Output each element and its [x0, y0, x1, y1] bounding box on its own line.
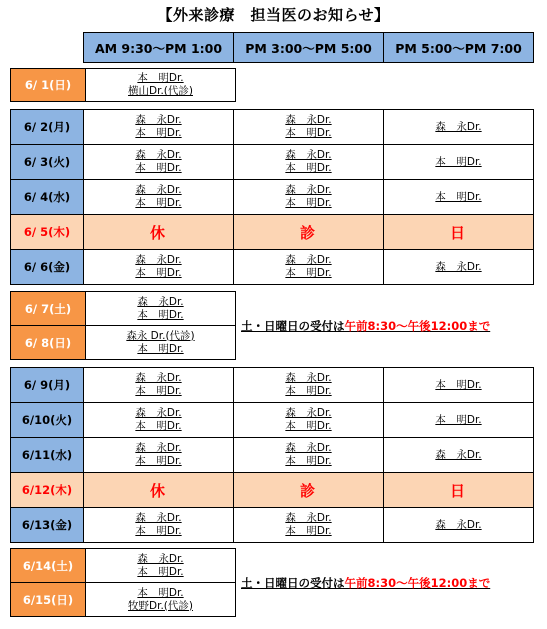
note-hours: 午前8:30〜午後12:00まで: [344, 576, 491, 590]
doctor-name: 本 明Dr.: [135, 525, 182, 537]
doctor-name: 森 永Dr.: [285, 149, 332, 161]
doctor-cell-pm2: [384, 438, 534, 473]
doctor-name: 森 永Dr.: [137, 552, 184, 565]
doctor-name: 本 明Dr.: [135, 267, 182, 279]
doctor-name: 森 永Dr.: [135, 254, 182, 266]
date-cell: 6/14(土): [11, 549, 86, 583]
note-text: 土・日曜日の受付は: [241, 576, 345, 590]
doctor-name: 本 明Dr.: [285, 525, 332, 537]
doctor-name: 本 明Dr.: [435, 413, 482, 426]
doctor-cell-am: [84, 403, 234, 438]
date-cell-holiday: 6/12(木): [11, 473, 84, 508]
doctor-name: 森 永Dr.: [435, 120, 482, 133]
doctor-cell-pm2: [384, 368, 534, 403]
doctor-cell-am: [84, 368, 234, 403]
doctor-name: 本 明Dr.: [137, 342, 184, 355]
doctor-name: 森 永Dr.: [135, 442, 182, 454]
page-title: 【外来診療 担当医のお知らせ】: [157, 6, 390, 24]
doctor-cell-pm1: [234, 438, 384, 473]
date-cell: 6/ 1(日): [11, 69, 86, 102]
doctor-name: 本 明Dr.: [285, 420, 332, 432]
doctor-name: 森 永Dr.: [435, 260, 482, 273]
date-cell: 6/ 8(日): [11, 326, 86, 360]
doctor-cell-pm1: [234, 250, 384, 285]
doctor-name: 本 明Dr.: [137, 586, 184, 599]
header-pm2: PM 5:00〜PM 7:00: [384, 33, 534, 63]
doctor-cell-pm2: [384, 180, 534, 215]
doctor-name: 本 明Dr.: [135, 197, 182, 209]
doctor-cell-pm1: [234, 180, 384, 215]
doctor-cell-am: [84, 145, 234, 180]
doctor-name: 森 永Dr.: [435, 518, 482, 531]
date-cell: 6/ 7(土): [11, 292, 86, 326]
doctor-name: 牧野Dr.(代診): [128, 599, 193, 612]
holiday-char: 日: [384, 215, 534, 250]
doctor-cell-am: [84, 250, 234, 285]
schedule-block-1: [10, 68, 236, 102]
doctor-name: 本 明Dr.: [285, 385, 332, 397]
doctor-cell: [86, 326, 236, 360]
date-cell: 6/ 6(金): [11, 250, 84, 285]
doctor-cell-pm1: [234, 403, 384, 438]
doctor-name: 森 永Dr.: [135, 184, 182, 196]
doctor-cell: [86, 549, 236, 583]
doctor-cell-pm2: [384, 110, 534, 145]
doctor-name: 本 明Dr.: [135, 385, 182, 397]
doctor-name: 森 永Dr.: [285, 442, 332, 454]
date-cell: 6/11(水): [11, 438, 84, 473]
header-am: AM 9:30〜PM 1:00: [84, 33, 234, 63]
doctor-name: 森 永Dr.: [285, 184, 332, 196]
doctor-name: 森永 Dr.(代診): [126, 329, 195, 342]
doctor-name: 本 明Dr.: [135, 127, 182, 139]
doctor-cell-pm1: [234, 145, 384, 180]
doctor-name: 森 永Dr.: [285, 372, 332, 384]
date-cell: 6/ 9(月): [11, 368, 84, 403]
doctor-cell-pm1: [234, 110, 384, 145]
date-cell: 6/15(日): [11, 583, 86, 617]
doctor-name: 本 明Dr.: [137, 308, 184, 321]
doctor-cell-am: [84, 180, 234, 215]
weekend-reception-note: [241, 575, 490, 591]
schedule-block-2: [10, 109, 534, 285]
doctor-cell: [86, 292, 236, 326]
note-text: 土・日曜日の受付は: [241, 319, 345, 333]
doctor-cell-pm2: [384, 403, 534, 438]
doctor-name: 本 明Dr.: [435, 155, 482, 168]
doctor-cell-pm2: [384, 508, 534, 543]
header-pm1: PM 3:00〜PM 5:00: [234, 33, 384, 63]
doctor-name: 本 明Dr.: [285, 127, 332, 139]
schedule-block-5: [10, 548, 236, 617]
schedule-header: [83, 32, 534, 63]
doctor-name: 横山Dr.(代診): [128, 85, 193, 97]
doctor-cell-pm2: [384, 145, 534, 180]
doctor-cell: [86, 583, 236, 617]
weekend-reception-note: [241, 318, 490, 334]
date-cell: 6/ 4(水): [11, 180, 84, 215]
doctor-cell-am: [84, 438, 234, 473]
date-cell: 6/13(金): [11, 508, 84, 543]
doctor-name: 森 永Dr.: [285, 254, 332, 266]
doctor-cell-pm1: [234, 508, 384, 543]
doctor-name: 森 永Dr.: [135, 512, 182, 524]
doctor-name: 本 明Dr.: [285, 267, 332, 279]
doctor-cell-pm1: [234, 368, 384, 403]
schedule-block-4: [10, 367, 534, 543]
doctor-name: 森 永Dr.: [285, 114, 332, 126]
doctor-name: 本 明Dr.: [137, 565, 184, 578]
doctor-name: 森 永Dr.: [285, 407, 332, 419]
date-cell-holiday: 6/ 5(木): [11, 215, 84, 250]
date-cell: 6/10(火): [11, 403, 84, 438]
date-cell: 6/ 3(火): [11, 145, 84, 180]
doctor-name: 森 永Dr.: [135, 114, 182, 126]
doctor-name: 本 明Dr.: [435, 378, 482, 391]
doctor-name: 本 明Dr.: [135, 162, 182, 174]
doctor-cell-pm2: [384, 250, 534, 285]
holiday-char: 休: [84, 215, 234, 250]
doctor-name: 本 明Dr.: [285, 455, 332, 467]
doctor-name: 本 明Dr.: [435, 190, 482, 203]
doctor-name: 本 明Dr.: [137, 72, 184, 84]
doctor-name: 森 永Dr.: [285, 512, 332, 524]
doctor-cell-am: [84, 110, 234, 145]
note-hours: 午前8:30〜午後12:00まで: [344, 319, 491, 333]
holiday-char: 診: [234, 215, 384, 250]
date-cell: 6/ 2(月): [11, 110, 84, 145]
doctor-cell: [86, 69, 236, 102]
doctor-name: 森 永Dr.: [135, 407, 182, 419]
doctor-name: 森 永Dr.: [137, 295, 184, 308]
holiday-char: 診: [234, 473, 384, 508]
doctor-name: 森 永Dr.: [135, 149, 182, 161]
doctor-name: 本 明Dr.: [285, 162, 332, 174]
doctor-name: 本 明Dr.: [135, 420, 182, 432]
schedule-block-3: [10, 291, 236, 360]
doctor-cell-am: [84, 508, 234, 543]
doctor-name: 森 永Dr.: [435, 448, 482, 461]
holiday-char: 日: [384, 473, 534, 508]
doctor-name: 森 永Dr.: [135, 372, 182, 384]
doctor-name: 本 明Dr.: [285, 197, 332, 209]
doctor-name: 本 明Dr.: [135, 455, 182, 467]
holiday-char: 休: [84, 473, 234, 508]
